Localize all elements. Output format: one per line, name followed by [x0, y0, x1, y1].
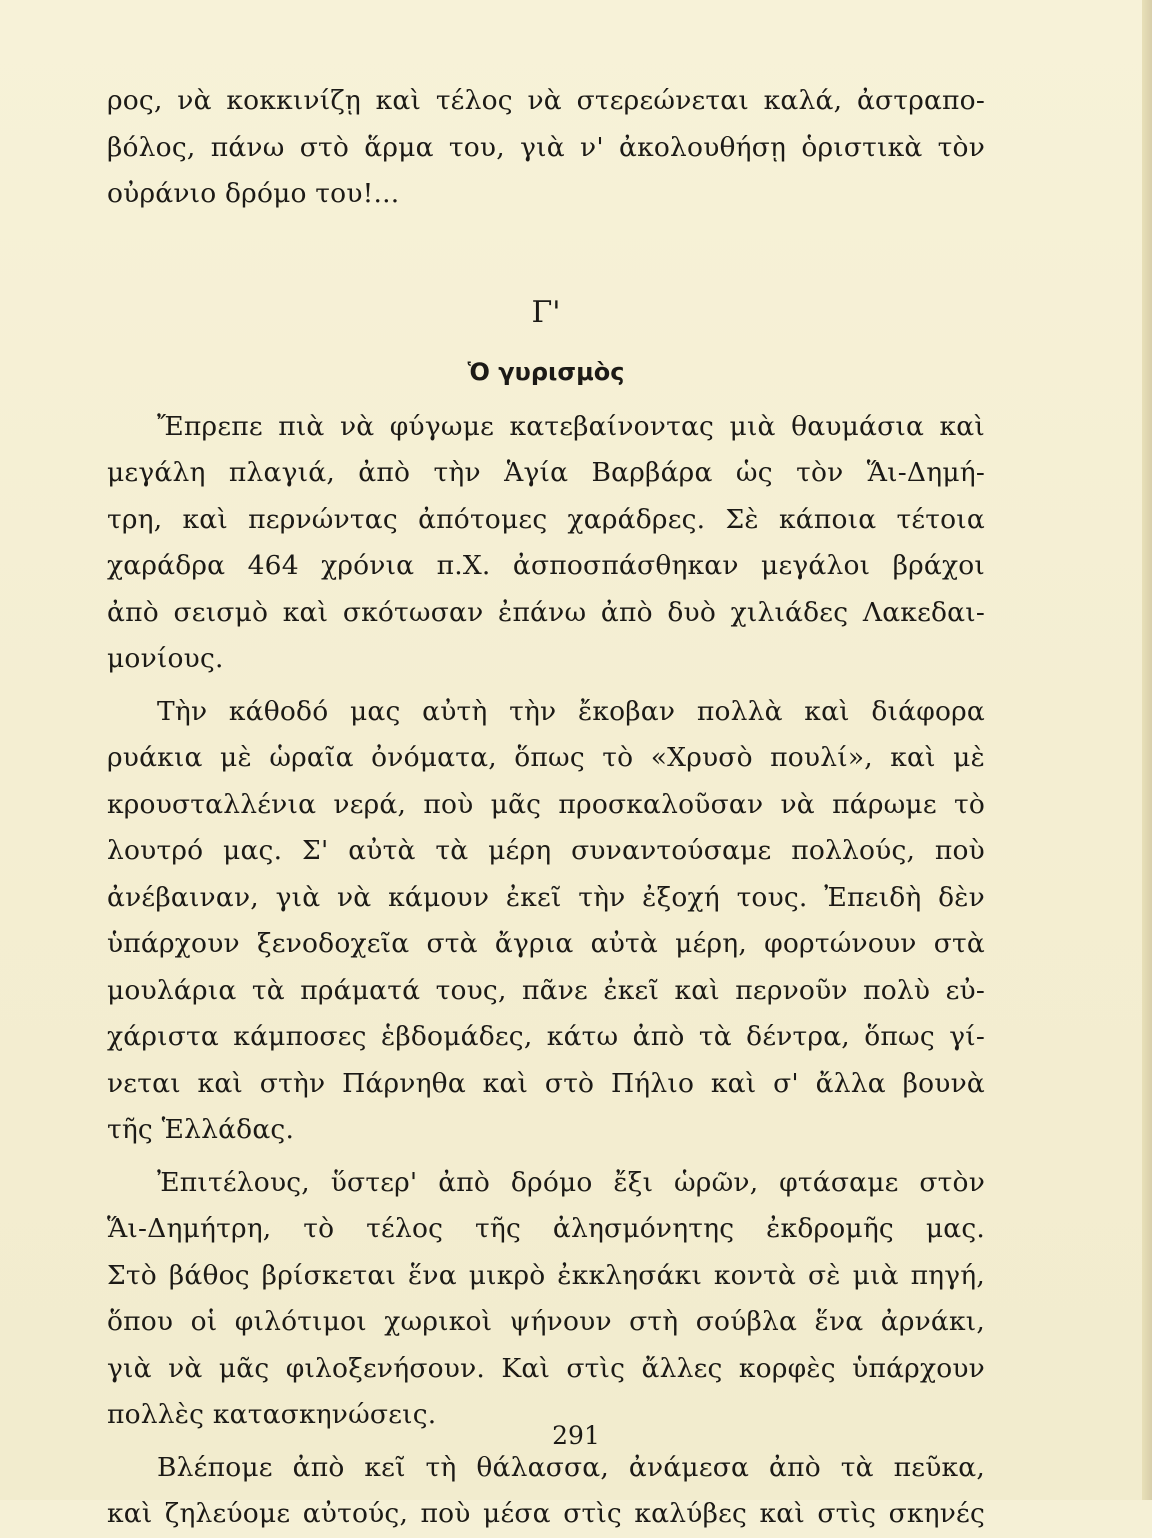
text-line: οὐράνιο δρόμο του!... [107, 178, 400, 209]
text-line: ἀνέβαιναν, γιὰ νὰ κάμουν ἐκεῖ τὴν ἐξοχή τους. Ἐπειδὴ δὲν [107, 881, 985, 913]
text-line: χάριστα κάμποσες ἑβδομάδες, κάτω ἀπὸ τὰ δέντρα, ὅπως γί- [107, 1021, 985, 1052]
text-line: Βλέπομε ἀπὸ κεῖ τὴ θάλασσα, ἀνάμεσα ἀπὸ τὰ πεῦκα, [157, 1451, 985, 1483]
text-line: ἀπὸ σεισμὸ καὶ σκότωσαν ἐπάνω ἀπὸ δυὸ χιλιάδες Λακεδαι- [107, 596, 985, 628]
text-line: τρη, καὶ περνώντας ἀπότομες χαράδρες. Σὲ κάποια τέτοια [107, 503, 985, 535]
text-line: καὶ ζηλεύομε αὐτούς, ποὺ μέσα στὶς καλύβες καὶ στὶς σκηνές [107, 1498, 985, 1529]
text-line: ρυάκια μὲ ὡραῖα ὀνόματα, ὅπως τὸ «Χρυσὸ πουλί», καὶ μὲ [107, 742, 985, 773]
text-line: πολλὲς κατασκηνώσεις. [107, 1399, 437, 1430]
page-text [107, 78, 985, 1538]
text-line: γιὰ νὰ μᾶς φιλοξενήσουν. Καὶ στὶς ἄλλες κορφὲς ὑπάρχουν [107, 1352, 985, 1384]
text-line: χαράδρα 464 χρόνια π.Χ. ἀσποσπάσθηκαν μεγάλοι βράχοι [107, 550, 985, 581]
section-letter: Γ' [531, 294, 561, 330]
text-line: ὑπάρχουν ξενοδοχεῖα στὰ ἄγρια αὐτὰ μέρη, φορτώνουν στὰ [107, 928, 985, 959]
text-line: νεται καὶ στὴν Πάρνηθα καὶ στὸ Πήλιο καὶ σ' ἄλλα βουνὰ [107, 1067, 985, 1099]
text-line: Ἅι-Δημήτρη, τὸ τέλος τῆς ἀλησμόνητης ἐκδρομῆς μας. [107, 1213, 985, 1244]
text-line: μονίους. [107, 643, 224, 674]
text-line: λουτρό μας. Σ' αὐτὰ τὰ μέρη συναντούσαμε πολλούς, ποὺ [107, 835, 985, 866]
text-line: ὅπου οἱ φιλότιμοι χωρικοὶ ψήνουν στὴ σούβλα ἕνα ἀρνάκι, [107, 1306, 985, 1337]
text-line: βόλος, πάνω στὸ ἅρμα του, γιὰ ν' ἀκολουθήσῃ ὁριστικὰ τὸν [107, 131, 985, 163]
text-line: Τὴν κάθοδό μας αὐτὴ τὴν ἔκοβαν πολλὰ καὶ διάφορα [157, 695, 985, 727]
page-edge [1142, 0, 1152, 1500]
section-title: Ὁ γυρισμὸς [467, 357, 625, 386]
text-line: Ἐπιτέλους, ὕστερ' ἀπὸ δρόμο ἔξι ὡρῶν, φτάσαμε στὸν [157, 1166, 985, 1198]
text-line: μεγάλη πλαγιά, ἀπὸ τὴν Ἁγία Βαρβάρα ὡς τὸν Ἅι-Δημή- [107, 457, 985, 488]
text-line: Στὸ βάθος βρίσκεται ἕνα μικρὸ ἐκκλησάκι κοντὰ σὲ μιὰ πηγή, [107, 1259, 985, 1291]
text-line: μουλάρια τὰ πράματά τους, πᾶνε ἐκεῖ καὶ περνοῦν πολὺ εὐ- [107, 974, 985, 1006]
text-line: ρος, νὰ κοκκινίζῃ καὶ τέλος νὰ στερεώνεται καλά, ἀστραπο- [107, 85, 985, 116]
text-line: Ἔπρεπε πιὰ νὰ φύγωμε κατεβαίνοντας μιὰ θαυμάσια καὶ [157, 410, 985, 442]
page-number: 291 [552, 1421, 600, 1450]
text-line: κρουσταλλένια νερά, ποὺ μᾶς προσκαλοῦσαν νὰ πάρωμε τὸ [107, 788, 985, 820]
text-line: τῆς Ἑλλάδας. [107, 1114, 295, 1145]
